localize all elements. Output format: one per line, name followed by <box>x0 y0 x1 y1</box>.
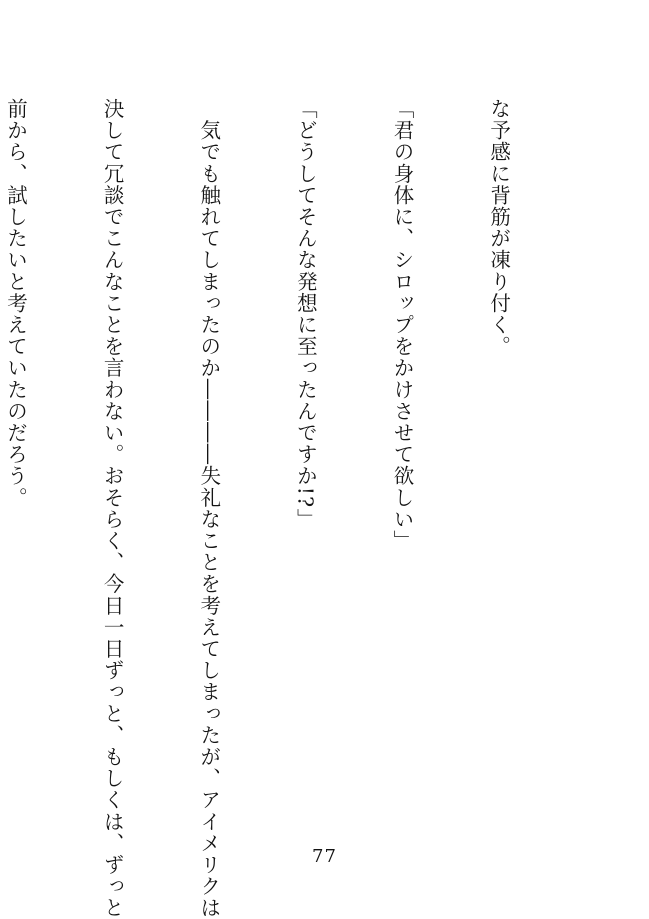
page-number: 77 <box>312 846 337 867</box>
text-line: 決して冗談でこんなことを言わない。おそらく、今日一日ずっと、もしくは、ずっと <box>100 98 125 919</box>
text-line: 「どうしてそんな発想に至ったんですか!?」 <box>293 98 318 530</box>
text-line: な予感に背筋が凍り付く。 <box>486 98 511 358</box>
text-line: 気でも触れてしまったのか――――失礼なことを考えてしまったが、アイメリクは <box>196 98 221 919</box>
text-line: 「君の身体に、シロップをかけさせて欲しい」 <box>389 98 414 552</box>
text-line: 前から、試したいと考えていたのだろう。 <box>3 98 28 509</box>
